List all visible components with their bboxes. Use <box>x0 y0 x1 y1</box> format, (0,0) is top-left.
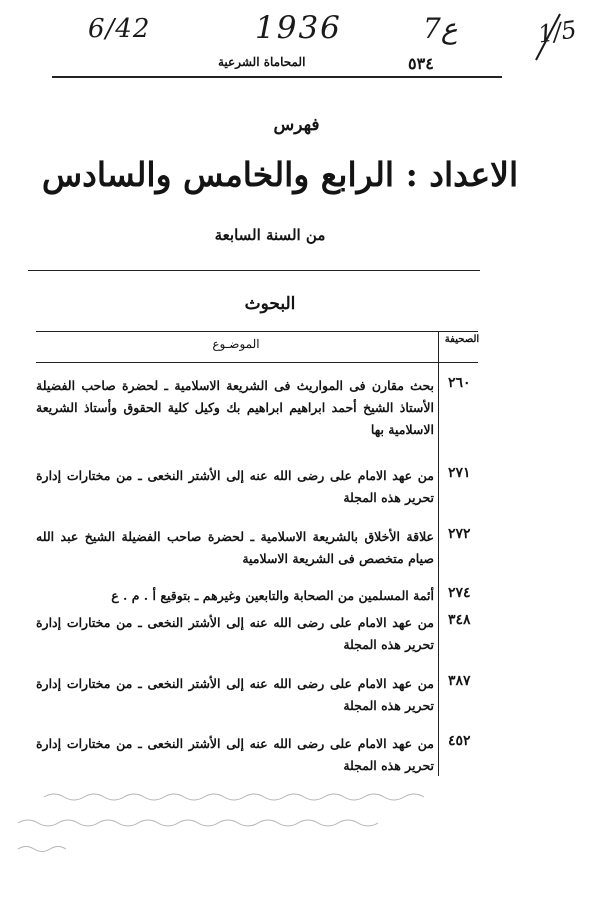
row-topic: أئمة المسلمين من الصحابة والتابعين وغيرهم ـ بتوقيع أ . م . ع <box>111 588 434 603</box>
index-label: فهرس <box>273 115 320 135</box>
section-title: البحوث <box>244 294 296 314</box>
page-title: الاعداد : الرابع والخامس والسادس <box>41 155 519 194</box>
column-header-topic: الموضـوع <box>212 337 260 351</box>
row-topic: من عهد الامام على رضى الله عنه إلى الأشتر النخعى ـ من مختارات إدارة تحرير هذه المجلة <box>36 736 434 773</box>
row-topic: من عهد الامام على رضى الله عنه إلى الأشتر النخعى ـ من مختارات إدارة تحرير هذه المجلة <box>36 676 434 713</box>
row-topic: من عهد الامام على رضى الله عنه إلى الأشتر النخعى ـ من مختارات إدارة تحرير هذه المجلة <box>36 468 434 505</box>
row-page-number: ٣٤٨ <box>448 612 471 628</box>
row-page-number: ٢٧٢ <box>448 526 471 542</box>
table-column-divider <box>438 331 439 776</box>
handwritten-reference-left: 6/42 <box>88 14 151 44</box>
row-page-number: ٢٧٤ <box>448 585 471 601</box>
header-rule <box>52 76 502 78</box>
row-page-number: ٢٧١ <box>448 465 471 481</box>
handwritten-slash-stroke <box>530 10 570 65</box>
page-number: ٥٣٤ <box>408 54 434 73</box>
row-topic: بحث مقارن فى المواريث فى الشريعة الاسلامية ـ لحضرة صاحب الفضيلة الأستاذ الشيخ أحمد ابراهيم ابراهيم بك وكيل كلية الحقوق وأستاذ الشريعة الاسلامية بها <box>36 378 434 437</box>
handwritten-year: 1936 <box>255 10 342 46</box>
row-page-number: ٤٥٢ <box>448 733 471 749</box>
title-rule <box>28 270 480 271</box>
column-header-page: الصحيفة <box>444 334 480 345</box>
row-topic: من عهد الامام على رضى الله عنه إلى الأشتر النخعى ـ من مختارات إدارة تحرير هذه المجلة <box>36 615 434 652</box>
table-top-rule <box>36 331 478 332</box>
row-page-number: ٢٦٠ <box>448 375 471 391</box>
page-subtitle: من السنة السابعة <box>214 226 326 244</box>
row-topic: علاقة الأخلاق بالشريعة الاسلامية ـ لحضرة صاحب الفضيلة الشيخ عبد الله صيام متخصص فى الشريعة الاسلامية <box>36 529 434 566</box>
row-page-number: ٣٨٧ <box>448 673 471 689</box>
handwritten-corner-mark: 1/5 <box>536 15 579 49</box>
handwritten-reference-right: 7ع <box>423 12 458 45</box>
faint-stamp-marks <box>14 785 484 865</box>
table-header-rule <box>36 362 478 363</box>
journal-name: المحاماة الشرعية <box>218 55 306 69</box>
